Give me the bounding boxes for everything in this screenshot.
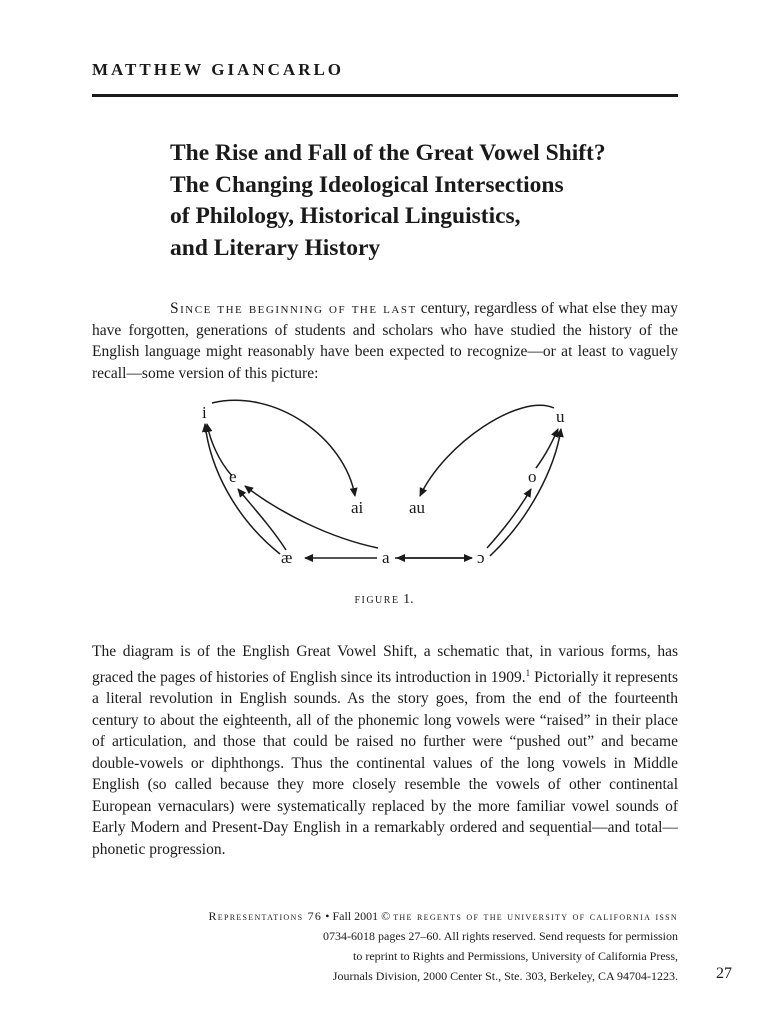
paragraph-text-cont: Pictorially it represents a literal revolution in English sounds. As the story goes, from the end of the fourteenth century to about the eighteenth, all of the phonemic long vowels were “raised” in their place of articulation, and those that could be raised no further were “pushed out” and became double-vowels or diphthongs. Thus the continental values of the long vowels in Middle English (so called because they more closely resemble the vowels of other continental European vernaculars) were systematically replaced by the more familiar vowel sounds of Early Modern and Present-Day English in a remarkably ordered and sequential—and total—phonetic progression. <box>92 668 678 858</box>
vowel-i: i <box>202 403 207 422</box>
journal-name: Representations 76 <box>208 909 323 923</box>
figure-caption-label: figure <box>354 592 400 607</box>
vowel-shift-diagram <box>190 398 580 578</box>
intro-text: century, regardless of what else they may have forgotten, generations of students and scholars who have studied the history of the English language might reasonably have been expected to recognize—or at least to vaguely recall—some version of this picture: <box>92 300 678 382</box>
arrow-open-o-to-u <box>490 429 561 556</box>
vowel-open-o: ɔ <box>477 548 485 567</box>
footnote-ref[interactable]: 1 <box>525 667 531 678</box>
figure-caption <box>0 592 768 608</box>
footer-regents: the regents of the university of california issn <box>393 909 678 923</box>
article-title <box>170 138 710 264</box>
vowel-a: a <box>382 548 390 567</box>
intro-small-caps-lead: Since the beginning of the last <box>170 300 417 317</box>
copyright-footer <box>208 906 678 986</box>
vowel-u: u <box>556 407 565 426</box>
header-rule <box>92 94 678 97</box>
intro-paragraph <box>92 298 678 384</box>
title-line: The Rise and Fall of the Great Vowel Shift? <box>170 140 606 166</box>
running-head-author: MATTHEW GIANCARLO <box>92 60 345 79</box>
footer-bullet: • <box>322 909 333 923</box>
body-paragraph <box>92 641 678 860</box>
page-number: 27 <box>716 965 732 982</box>
footer-date: Fall 2001 © <box>332 909 394 923</box>
title-line: The Changing Ideological Intersections <box>170 171 564 198</box>
figure-caption-number: 1. <box>399 592 414 607</box>
title-line: and Literary History <box>170 234 381 261</box>
diphthong-ai: ai <box>351 498 364 517</box>
footer-line: to reprint to Rights and Permissions, University of California Press, <box>353 949 678 963</box>
diphthong-au: au <box>409 498 426 517</box>
paragraph-text: The diagram is of the English Great Vowel Shift, a schematic that, in various forms, has graced the pages of histories of English since its introduction in 1909. <box>92 643 678 686</box>
arrow-ae-to-i <box>205 424 280 554</box>
vowel-ae: æ <box>281 548 293 567</box>
arrow-open-o-to-o <box>487 489 531 548</box>
arrow-o-to-u <box>536 429 558 468</box>
arrow-a-to-e <box>245 486 378 548</box>
vowel-o: o <box>528 467 537 486</box>
title-line: of Philology, Historical Linguistics, <box>170 203 521 229</box>
footer-line: 0734-6018 pages 27–60. All rights reserved. Send requests for permission <box>323 929 678 943</box>
vowel-e: e <box>229 467 237 486</box>
footer-line: Journals Division, 2000 Center St., Ste. 303, Berkeley, CA 94704-1223. <box>332 969 678 983</box>
